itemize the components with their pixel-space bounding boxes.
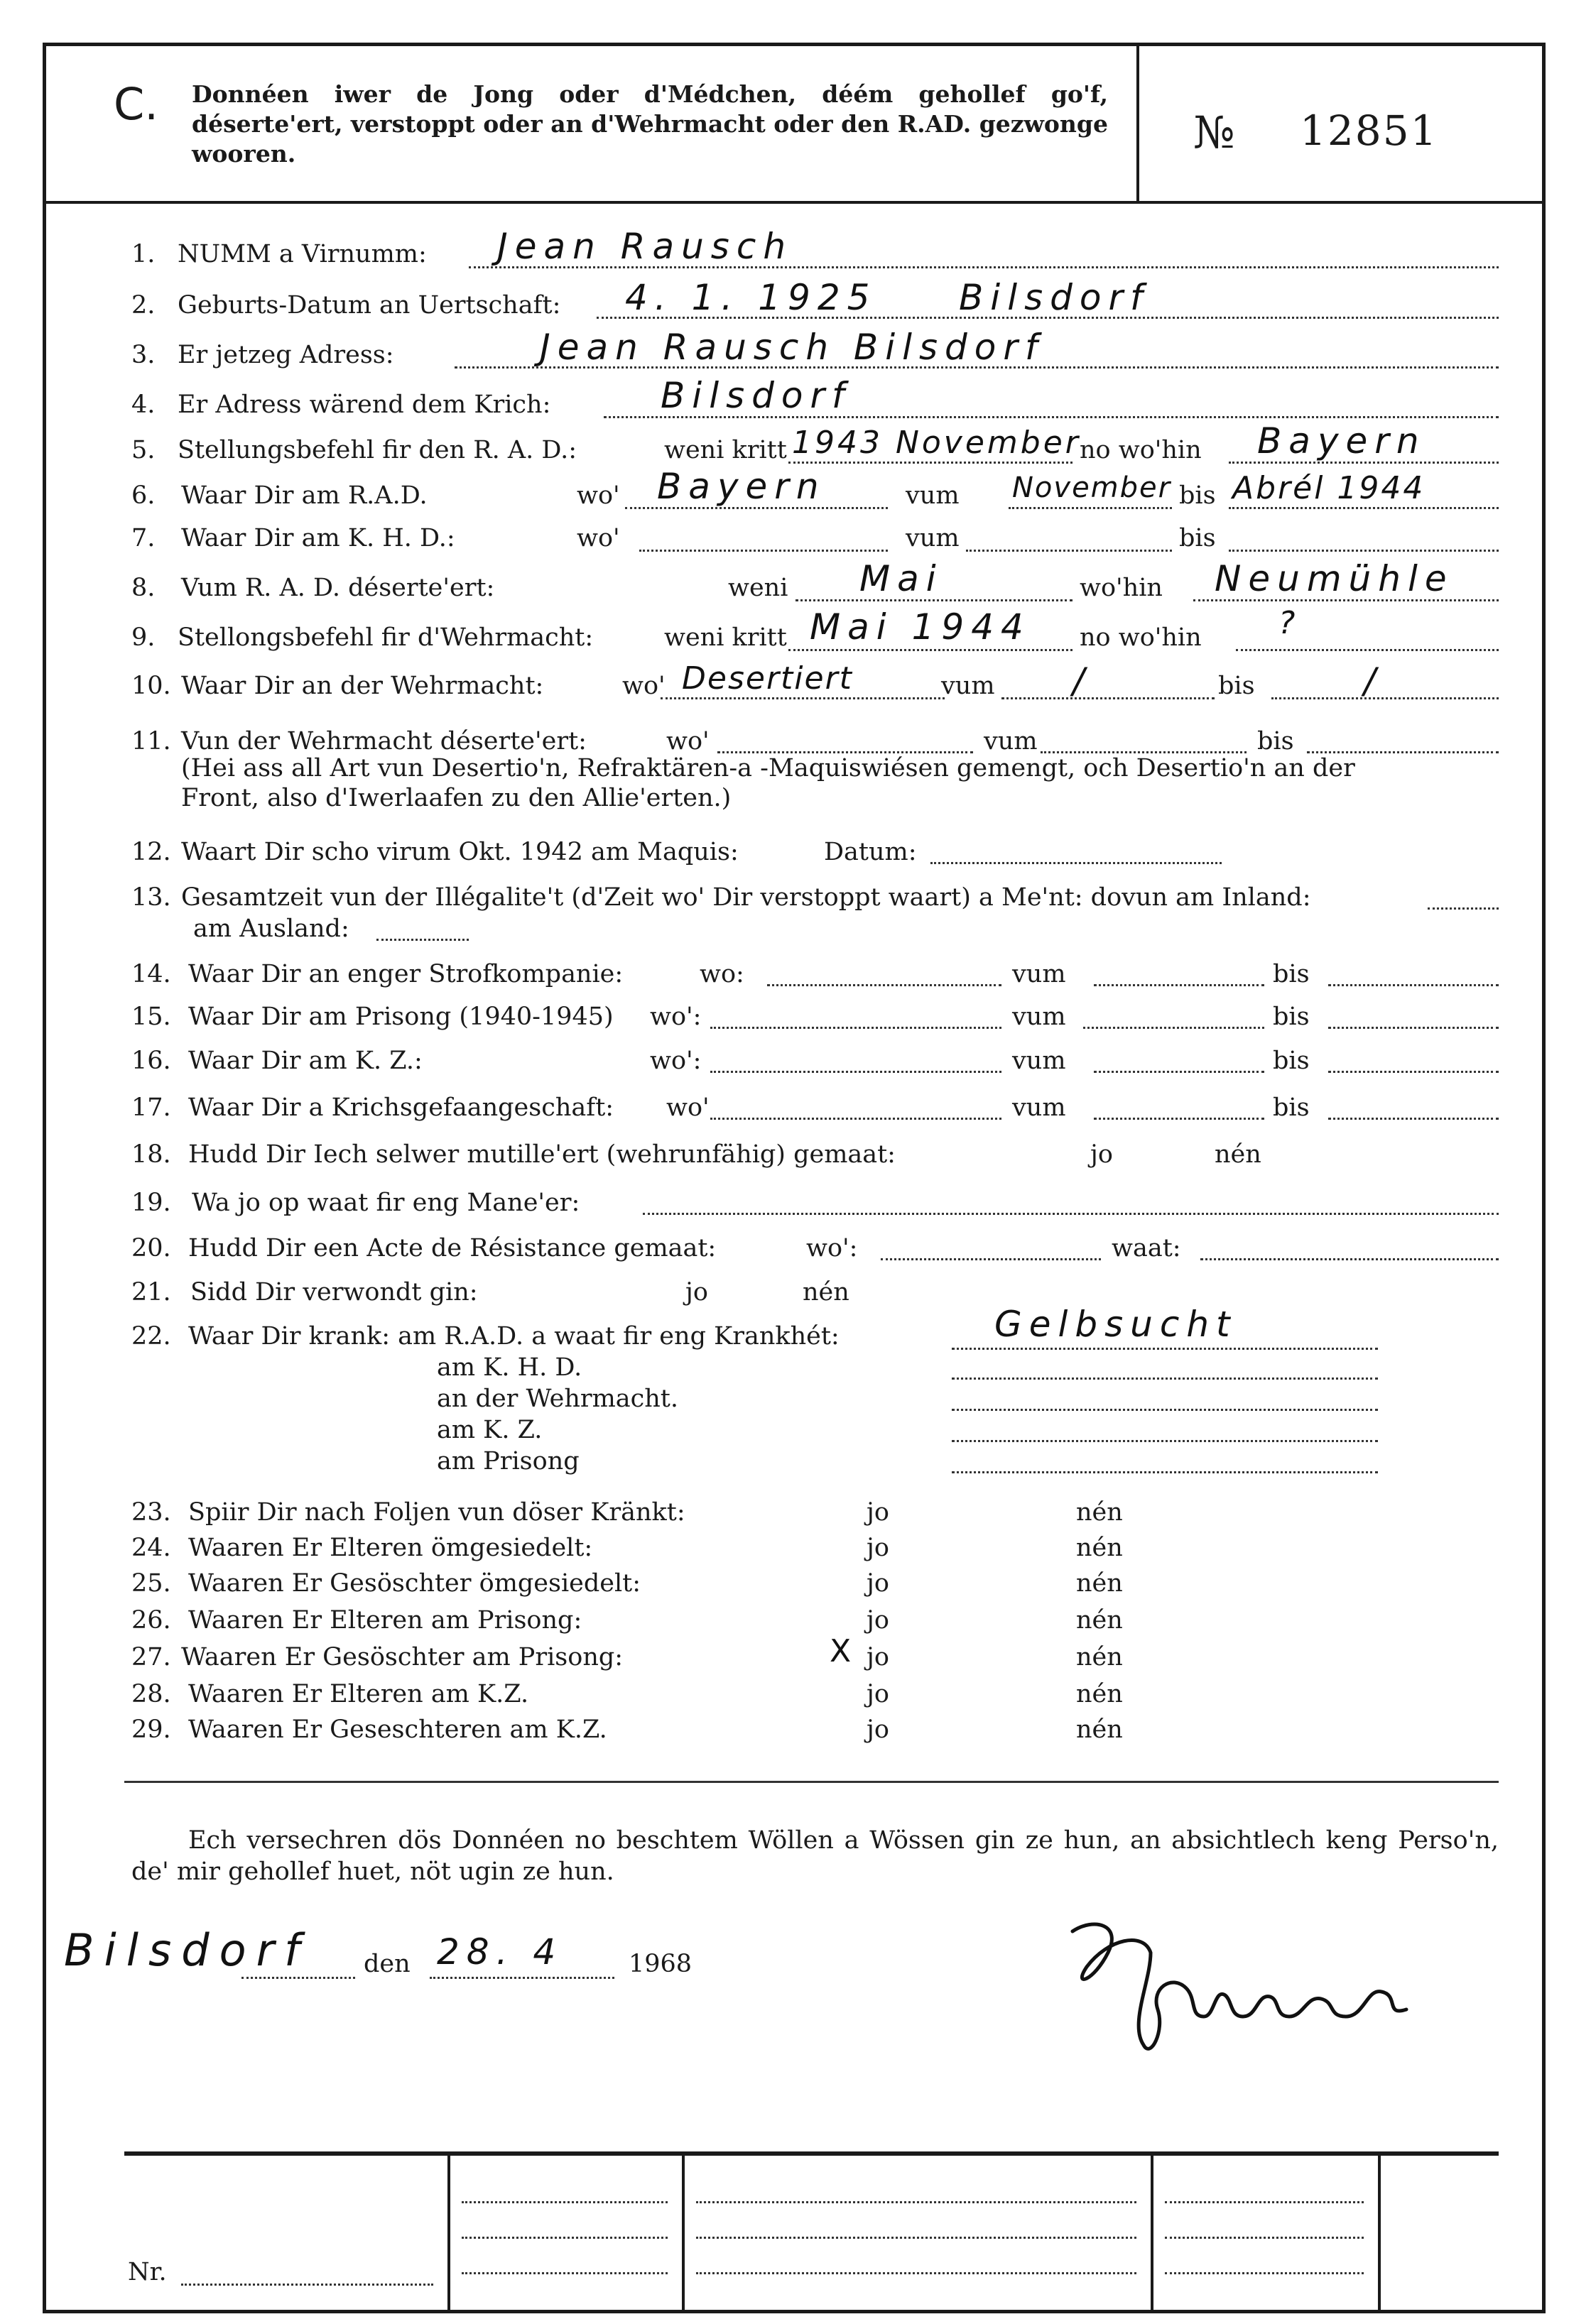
item-number: 15. [131,1003,171,1031]
nen-option[interactable]: nén [1076,1715,1123,1744]
item-number: 14. [131,960,171,988]
sick-sub-label: am Prisong [437,1447,580,1475]
fill-line [930,862,1222,864]
fill-line [643,1213,1499,1215]
fill-line [710,1027,1001,1029]
sick-sub-label: am K. H. D. [437,1353,582,1382]
item-label: Geburts-Datum an Uertschaft: [178,291,561,320]
nen-option[interactable]: nén [1076,1606,1123,1635]
section-letter: C. [114,78,158,130]
name-value[interactable]: Jean Rausch [497,226,793,267]
item-label: Gesamtzeit vun der Illégalite't (d'Zeit wo' Dir verstoppt waart) a Me'nt: dovun am Inland: [181,883,1311,912]
item-label: Waaren Er Gesöschter ömgesiedelt: [188,1569,641,1598]
footer-divider [682,2151,685,2313]
jo-option[interactable]: jo [685,1278,708,1306]
fill-line [1200,1258,1499,1260]
item-label: Spiir Dir nach Foljen vun döser Kränkt: [188,1498,685,1527]
where-label: wo'hin [1080,574,1163,602]
item-number: 21. [131,1278,171,1306]
item-number: 8. [131,574,156,602]
item-number: 5. [131,436,156,464]
item-label: Waar Dir am Prisong (1940-1945) [188,1003,614,1031]
rad-order-when-value[interactable]: 1943 November [792,425,1081,461]
desert-when-value[interactable]: Mai [859,558,943,599]
fill-line [952,1471,1378,1473]
jo-option[interactable]: jo [867,1606,889,1635]
item-label: Waaren Er Geseschteren am K.Z. [188,1715,607,1744]
fill-line [952,1440,1378,1442]
footer-divider [447,2151,450,2313]
jo-option[interactable]: jo [867,1534,889,1562]
fill-line [1001,697,1215,699]
fill-line [462,2201,668,2203]
item-label: Vum R. A. D. déserte'ert: [181,574,495,602]
item-number: 6. [131,481,156,510]
fill-line [639,550,888,552]
jo-option[interactable]: jo [867,1680,889,1708]
when-label: weni kritt [664,623,787,652]
fill-line [625,507,888,509]
item-label-2: am Ausland: [193,915,349,943]
wo-label: wo': [806,1234,858,1262]
fill-line [181,2284,433,2286]
wo-label: wo': [650,1047,702,1075]
fill-line [1165,2201,1364,2203]
datum-label: Datum: [824,838,917,866]
jo-option[interactable]: jo [1090,1140,1113,1169]
item-number: 26. [131,1606,171,1635]
wehrmacht-order-when-value[interactable]: Mai 1944 [810,606,1031,648]
vum-label: vum [1012,1093,1066,1122]
fill-line [1165,2237,1364,2239]
item-label: Waar Dir an enger Strofkompanie: [188,960,624,988]
item-number: 19. [131,1189,171,1217]
item-number: 24. [131,1534,171,1562]
fill-line [1328,1027,1499,1029]
footer-divider [1378,2151,1381,2313]
header-bottom-rule [43,201,1546,204]
item-label: Waaren Er Elteren ömgesiedelt: [188,1534,593,1562]
sick-sub-label: am K. Z. [437,1416,543,1444]
nen-option[interactable]: nén [1076,1680,1123,1708]
fill-line [1328,1118,1499,1120]
item-label: Er Adress wärend dem Krich: [178,391,551,419]
fill-line [710,1118,1001,1120]
item-label: Waaren Er Elteren am Prisong: [188,1606,582,1635]
nen-option[interactable]: nén [1076,1534,1123,1562]
wo-label: wo': [650,1003,702,1031]
fill-line [1094,984,1264,986]
item-number: 17. [131,1093,171,1122]
item-number: 25. [131,1569,171,1598]
jo-option[interactable]: jo [867,1498,889,1527]
item-label: Waar Dir am K. H. D.: [181,524,455,552]
item-label: Hudd Dir een Acte de Résistance gemaat: [188,1234,717,1262]
number-sign: № [1193,107,1235,158]
item-number: 22. [131,1322,171,1351]
wo-label: wo' [666,1093,710,1122]
item-label: Vun der Wehrmacht déserte'ert: [181,727,587,755]
address-value[interactable]: Jean Rausch Bilsdorf [540,327,1045,368]
bis-label: bis [1179,481,1216,510]
bis-label: bis [1218,672,1255,700]
item-label: Waar Dir am R.A.D. [181,481,428,510]
item-label: Stellongsbefehl fir d'Wehrmacht: [178,623,594,652]
fill-line [1229,462,1499,464]
fill-line [696,2237,1136,2239]
item-label: NUMM a Virnumm: [178,240,427,268]
rad-until-value[interactable]: Abrél 1944 [1232,470,1426,506]
fill-line [376,939,469,941]
where-label: no wo'hin [1080,623,1202,652]
header-divider [1136,43,1139,202]
item-label: Waart Dir scho virum Okt. 1942 am Maquis: [181,838,739,866]
item-number: 3. [131,341,156,369]
item-number: 7. [131,524,156,552]
item-number: 27. [131,1643,171,1671]
jo-checkmark: X [830,1633,856,1669]
fill-line [767,984,1001,986]
note-text: Front, also d'Iwerlaafen zu den Allie'erten.) [181,784,732,812]
date-value[interactable]: 28. 4 [437,1931,563,1973]
where-label: no wo'hin [1080,436,1202,464]
vum-label: vum [941,672,995,700]
fill-line [788,462,1073,464]
fill-line [1165,2272,1364,2274]
sick-sub-label: an der Wehrmacht. [437,1385,679,1413]
wo-label: wo' [577,524,620,552]
fill-line [796,599,1073,601]
fill-line [717,751,973,753]
rad-order-where-value[interactable]: Bayern [1257,420,1426,462]
footer-divider [1151,2151,1153,2313]
fill-line [430,1977,614,1979]
item-number: 20. [131,1234,171,1262]
fill-line [241,1977,355,1979]
fill-line [710,1071,1001,1073]
item-label: Hudd Dir Iech selwer mutille'ert (wehrunfähig) gemaat: [188,1140,896,1169]
birth-date-value[interactable]: 4. 1. 1925 [625,277,877,318]
den-label: den [364,1950,411,1978]
item-label: Waar Dir krank: am R.A.D. a waat fir eng Krankhét: [188,1322,840,1351]
item-number: 13. [131,883,171,912]
nen-option[interactable]: nén [803,1278,849,1306]
item-label: Wa jo op waat fir eng Mane'er: [192,1189,580,1217]
item-number: 16. [131,1047,171,1075]
place-value[interactable]: Bilsdorf [64,1924,310,1976]
fill-line [1271,697,1499,699]
wehrmacht-until-value[interactable]: / [1364,660,1383,702]
nen-option[interactable]: nén [1076,1643,1123,1671]
fill-line [1428,907,1499,910]
vum-label: vum [1012,960,1066,988]
item-number: 1. [131,240,156,268]
fill-line [1193,599,1499,601]
fill-line [966,550,1172,552]
nr-label: Nr. [128,2258,167,2286]
fill-line [1229,550,1499,552]
item-number: 28. [131,1680,171,1708]
item-number: 23. [131,1498,171,1527]
wo-label: wo' [666,727,710,755]
note-text: (Hei ass all Art vun Desertio'n, Refraktären-a -Maquiswiésen gemengt, och Desertio'n an der [181,754,1355,782]
item-label: Waar Dir am K. Z.: [188,1047,423,1075]
fill-line [952,1409,1378,1411]
fill-line [1009,507,1172,509]
item-number: 9. [131,623,156,652]
bis-label: bis [1257,727,1294,755]
rad-where-value[interactable]: Bayern [657,466,826,507]
vum-label: vum [1012,1047,1066,1075]
illness-value[interactable]: Gelbsucht [994,1304,1237,1345]
item-number: 4. [131,391,156,419]
jo-option[interactable]: jo [867,1643,889,1671]
footer-top-rule [124,2151,1499,2156]
form-number: 12851 [1300,107,1438,155]
bis-label: bis [1273,1047,1310,1075]
fill-line [462,2272,668,2274]
section-rule [124,1781,1499,1783]
fill-line [1094,1118,1264,1120]
wo-label: wo' [622,672,666,700]
fill-line [881,1258,1101,1260]
wo-label: wo' [577,481,620,510]
when-label: weni [728,574,788,602]
item-number: 11. [131,727,171,755]
jo-option[interactable]: jo [867,1715,889,1744]
vum-label: vum [984,727,1038,755]
vum-label: vum [906,481,960,510]
vum-label: vum [1012,1003,1066,1031]
declaration-text: Ech versechren dös Donnéen no beschtem Wöllen a Wössen gin ze hun, an absichtlech keng Perso'n, de' mir gehollef huet, nöt ugin ze hun. [131,1826,1499,1886]
fill-line [1328,984,1499,986]
fill-line [696,2201,1136,2203]
vum-label: vum [906,524,960,552]
item-number: 10. [131,672,171,700]
fill-line [1229,507,1499,509]
fill-line [1083,1027,1264,1029]
item-number: 12. [131,838,171,866]
fill-line [1328,1071,1499,1073]
bis-label: bis [1273,960,1310,988]
jo-option[interactable]: jo [867,1569,889,1598]
birth-place-value[interactable]: Bilsdorf [959,277,1150,318]
year-label: 1968 [629,1950,693,1978]
item-label: Waar Dir an der Wehrmacht: [181,672,544,700]
fill-line [1041,751,1247,753]
waat-label: waat: [1112,1234,1181,1262]
fill-line [788,649,1073,651]
item-label: Stellungsbefehl fir den R. A. D.: [178,436,577,464]
item-label: Er jetzeg Adress: [178,341,394,369]
war-address-value[interactable]: Bilsdorf [661,375,852,416]
fill-line [1236,649,1499,651]
fill-line [696,2272,1136,2274]
item-number: 18. [131,1140,171,1169]
bis-label: bis [1273,1003,1310,1031]
wehrmacht-order-where-value[interactable]: ? [1278,605,1300,641]
bis-label: bis [1273,1093,1310,1122]
fill-line [1094,1071,1264,1073]
item-label: Sidd Dir verwondt gin: [190,1278,478,1306]
when-label: weni kritt [664,436,787,464]
fill-line [1307,751,1499,753]
item-number: 2. [131,291,156,320]
desert-where-value[interactable]: Neumühle [1215,558,1454,599]
nen-option[interactable]: nén [1076,1498,1123,1527]
fill-line [952,1348,1378,1350]
item-label: Waar Dir a Krichsgefaangeschaft: [188,1093,614,1122]
fill-line [462,2237,668,2239]
fill-line [661,697,945,699]
form-title: Donnéen iwer de Jong oder d'Médchen, déém gehollef go'f, déserte'ert, verstoppt oder an d'Wehrmacht oder den R.AD. gezwonge wooren. [192,80,1108,168]
wehrmacht-where-value[interactable]: Desertiert [682,660,853,697]
wo-label: wo: [700,960,744,988]
nen-option[interactable]: nén [1076,1569,1123,1598]
item-label: Waaren Er Gesöschter am Prisong: [181,1643,624,1671]
fill-line [604,416,1499,418]
fill-line [952,1378,1378,1380]
item-number: 29. [131,1715,171,1744]
bis-label: bis [1179,524,1216,552]
signature [1044,1910,1442,2066]
nen-option[interactable]: nén [1215,1140,1261,1169]
item-label: Waaren Er Elteren am K.Z. [188,1680,529,1708]
rad-from-value[interactable]: November [1012,471,1172,504]
wehrmacht-from-value[interactable]: / [1073,660,1092,702]
